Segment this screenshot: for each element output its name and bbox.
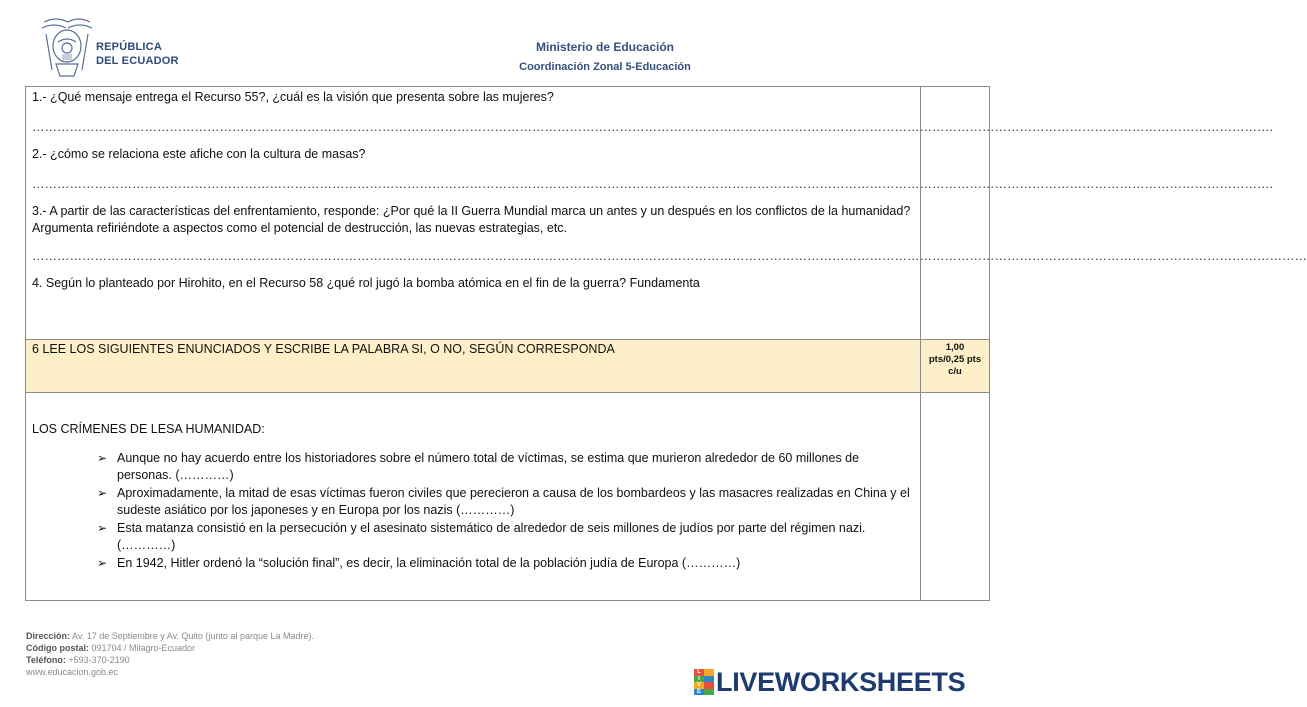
crimes-row — [26, 393, 990, 601]
question-1: 1.- ¿Qué mensaje entrega el Recurso 55?, ¿cuál es la visión que presenta sobre las mujeres? — [32, 90, 554, 104]
questions-cell — [26, 87, 1307, 340]
arrow-bullet-icon: ➢ — [97, 486, 108, 500]
logo-text: REPÚBLICA DEL ECUADOR — [96, 41, 179, 67]
list-item[interactable]: ➢ Aunque no hay acuerdo entre los historiadores sobre el número total de víctimas, se estima que murieron alrededor de 60 millones de personas. (…………) — [97, 451, 860, 482]
footer-contact: Dirección: Av. 17 de Septiembre y Av. Quito (junto al parque La Madre). Código postal: 091704 / Milagro-Ecuador Teléfono: +593-370-2190 www.educacion.gob.ec — [26, 631, 314, 677]
section-6-row — [26, 340, 990, 393]
list-item[interactable]: ➢ Esta matanza consistió en la persecución y el asesinato sistemático de alrededor de seis millones de judíos por parte del régimen nazi. (…………) — [97, 521, 866, 552]
arrow-bullet-icon: ➢ — [97, 451, 108, 465]
footer-website: www.educacion.gob.ec — [26, 667, 119, 677]
question-3: 3.- A partir de las características del enfrentamiento, responde: ¿Por qué la II Guerra Mundial marca un antes y un después en los conflictos de la humanidad? Argumenta refiriéndote a aspectos como el potencial de destrucción, las nuevas estrategias, etc. — [32, 204, 911, 235]
ministry-header — [490, 39, 720, 75]
liveworksheets-logo-icon: L I V E — [694, 669, 714, 695]
section-6-instruction: 6 LEE LOS SIGUIENTES ENUNCIADOS Y ESCRIBE LA PALABRA SI, O NO, SEGÚN CORRESPONDA — [26, 340, 921, 393]
ministry-title: Ministerio de Educación — [535, 40, 675, 54]
arrow-bullet-icon: ➢ — [97, 556, 108, 570]
liveworksheets-brand — [694, 667, 965, 697]
answer-line-2[interactable]: ………………………………………………………………………………………………………………………………………………………………………………………………………………………………………………………………………. — [32, 177, 1273, 191]
score-cell-crimes — [921, 393, 990, 601]
crimes-list — [32, 450, 914, 572]
arrow-bullet-icon: ➢ — [97, 521, 108, 535]
crimes-title: LOS CRÍMENES DE LESA HUMANIDAD: — [32, 422, 265, 436]
list-item[interactable]: ➢ Aproximadamente, la mitad de esas víctimas fueron civiles que perecieron a causa de los bombardeos y las masacres realizadas en China y el sudeste asiático por los japoneses y en Europa por los nazis (…………) — [97, 486, 910, 517]
answer-line-3[interactable]: ……………………………………………………………………………………………………………………………………………………………………………………………………………………………………………………………………………… — [32, 249, 1307, 263]
liveworksheets-wordmark: LIVEWORKSHEETS — [716, 666, 966, 697]
question-4: 4. Según lo planteado por Hirohito, en el Recurso 58 ¿qué rol jugó la bomba atómica en el fin de la guerra? Fundamenta — [32, 276, 700, 290]
list-item[interactable]: ➢ En 1942, Hitler ordenó la “solución final”, es decir, la eliminación total de la población judía de Europa (…………) — [97, 556, 741, 570]
question-2: 2.- ¿cómo se relaciona este afiche con la cultura de masas? — [32, 147, 366, 161]
crimes-cell — [26, 393, 921, 601]
points-cell: 1,00 pts/0,25 pts c/u — [921, 340, 990, 393]
worksheet-table — [25, 86, 1307, 601]
answer-line-1[interactable]: ………………………………………………………………………………………………………………………………………………………………………………………………………………………………………………………………………. — [32, 120, 1273, 134]
questions-row — [26, 87, 990, 340]
coordination-title: Coordinación Zonal 5-Educación — [519, 61, 691, 73]
